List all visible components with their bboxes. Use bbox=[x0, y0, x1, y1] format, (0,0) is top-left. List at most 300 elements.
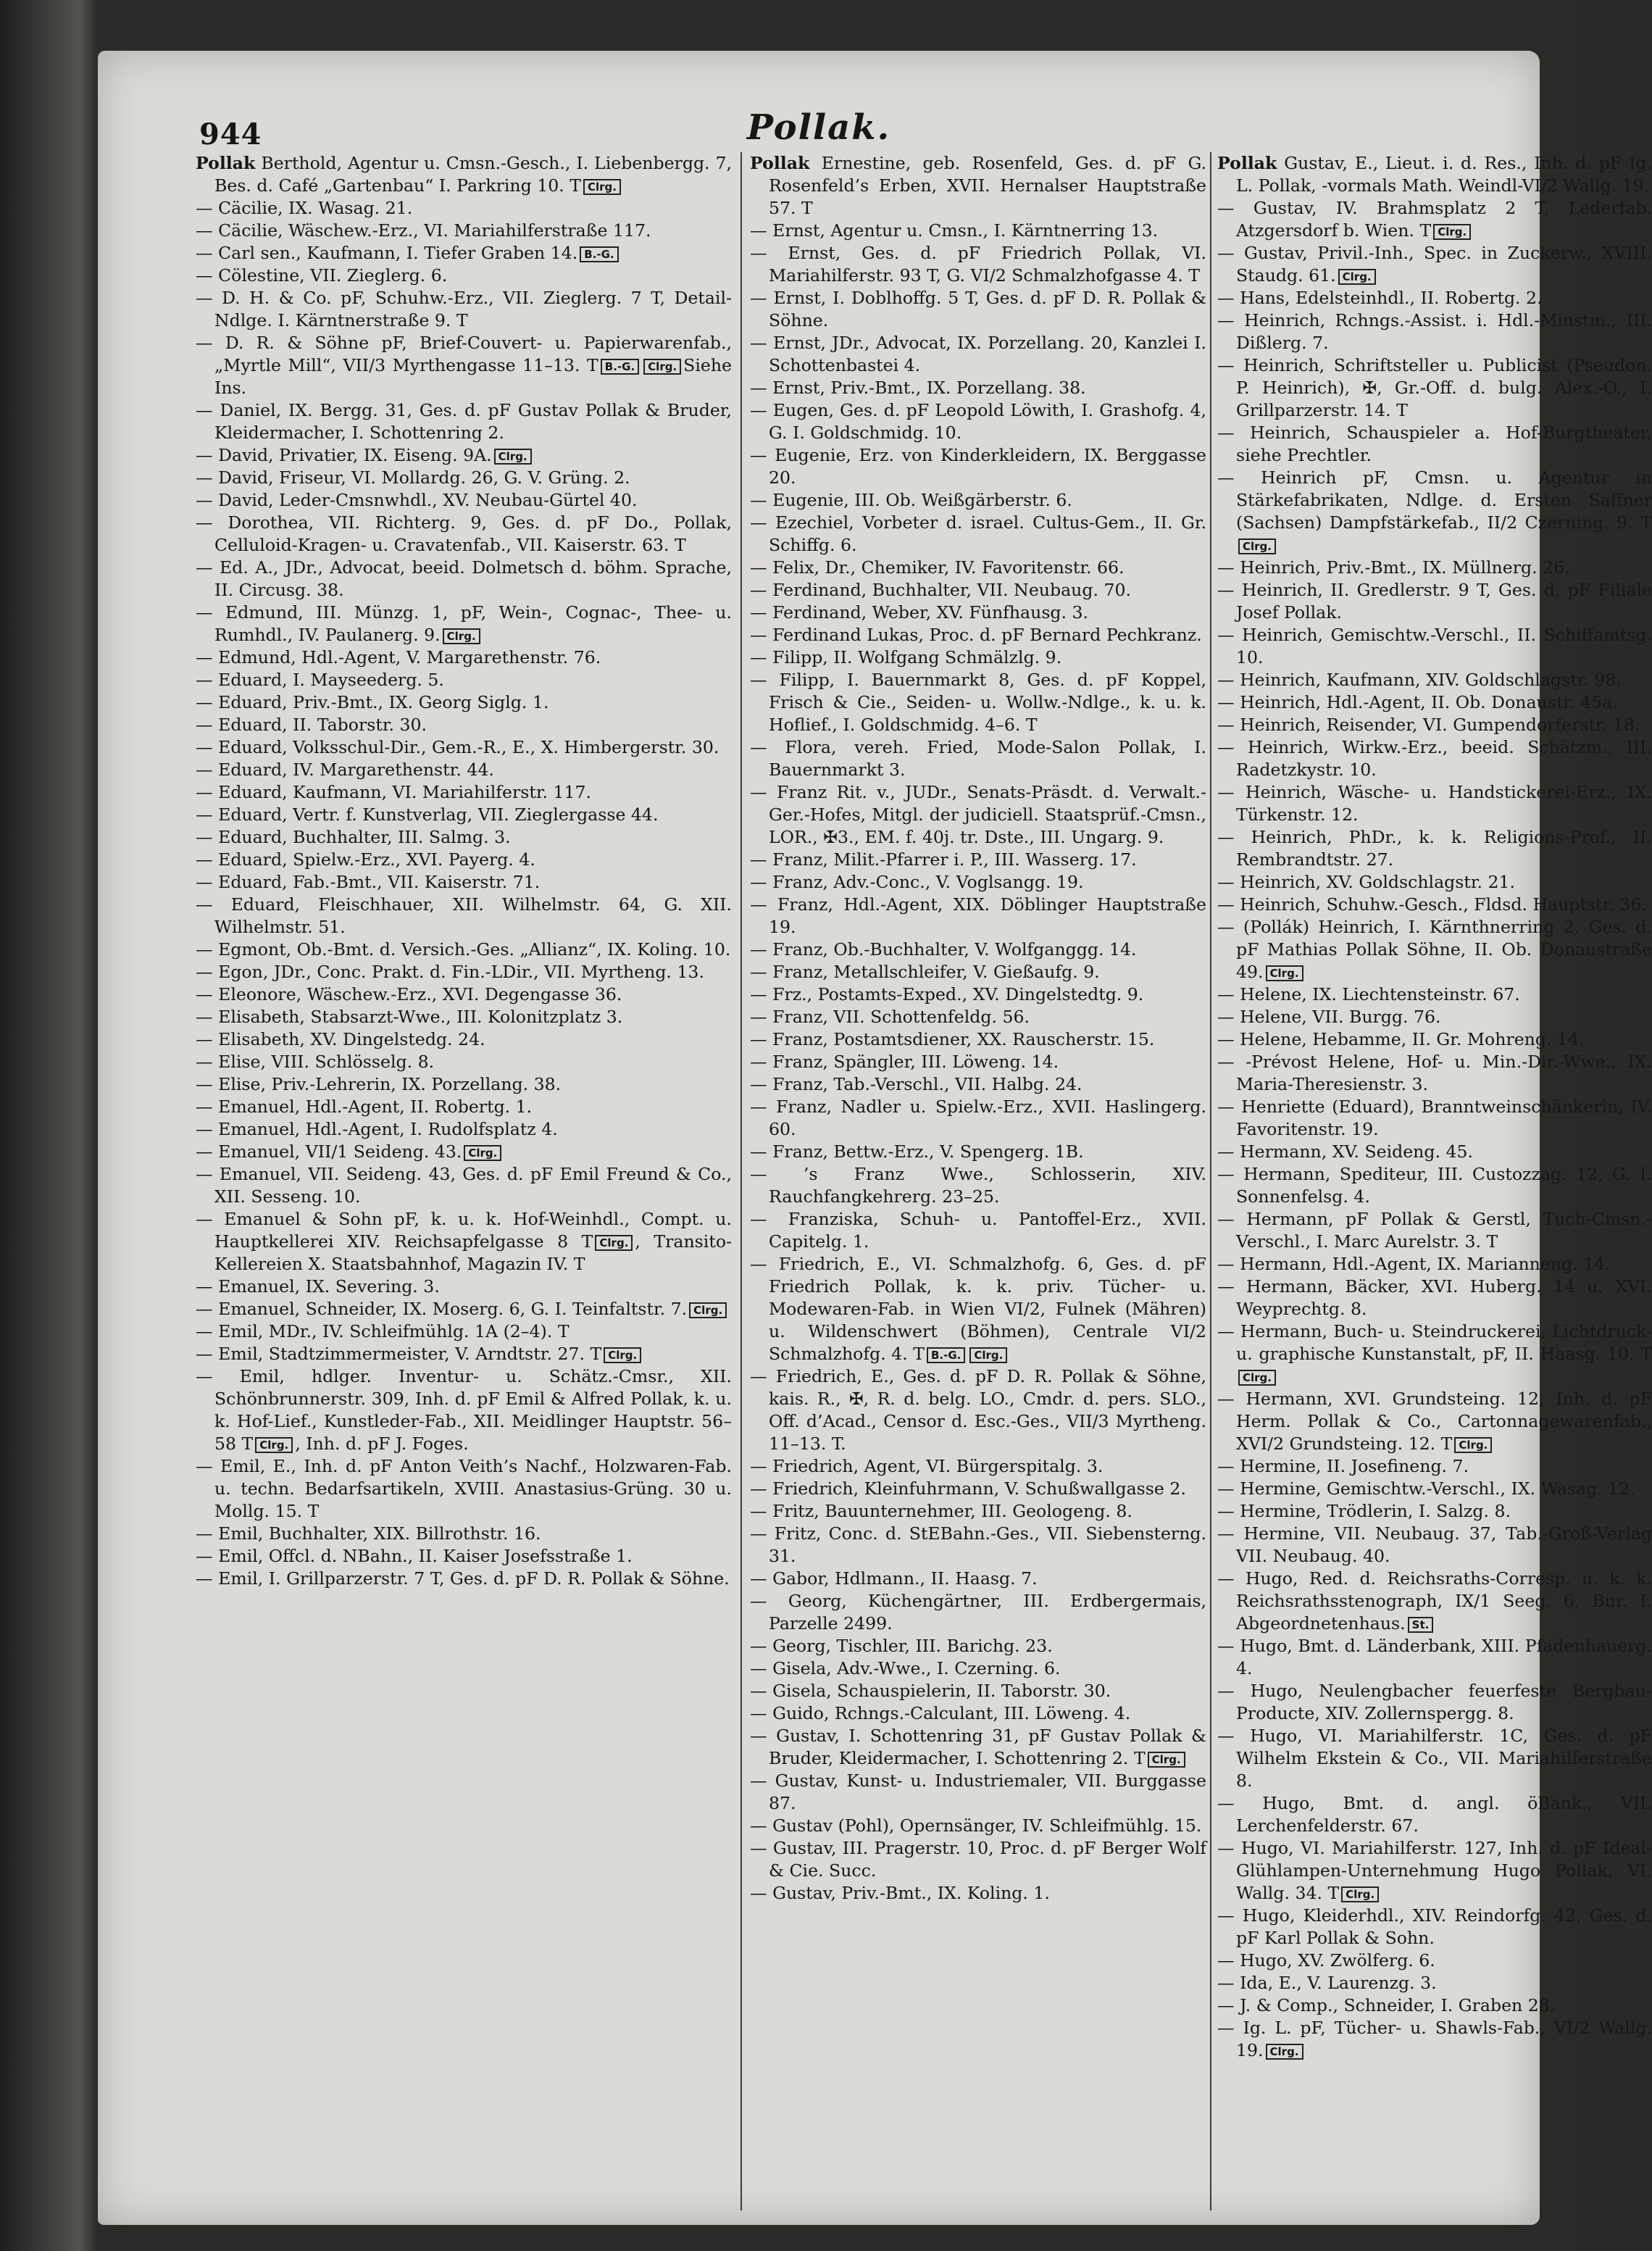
entry-text: — (Pollák) Heinrich, I. Kärnthnerring 2, Ges. d. pF Mathias Pollak Söhne, II. Ob. Donaustraße 49. bbox=[1217, 917, 1652, 982]
directory-entry bbox=[1217, 894, 1652, 916]
directory-entry bbox=[750, 579, 1206, 602]
directory-entry bbox=[196, 1118, 732, 1141]
listing-badge: Clrg. bbox=[1238, 1370, 1276, 1386]
entry-text: — Franz, Hdl.-Agent, XIX. Döblinger Hauptstraße 19. bbox=[750, 894, 1206, 937]
directory-entry bbox=[1217, 1006, 1652, 1028]
entry-text: — Helene, IX. Liechtensteinstr. 67. bbox=[1217, 984, 1520, 1004]
entry-text: — Friedrich, Agent, VI. Bürgerspitalg. 3. bbox=[750, 1456, 1104, 1476]
directory-entry bbox=[196, 871, 732, 894]
entry-text: — David, Friseur, VI. Mollardg. 26, G. V. Grüng. 2. bbox=[196, 467, 630, 488]
entry-text: — Gustav (Pohl), Opernsänger, IV. Schleifmühlg. 15. bbox=[750, 1815, 1202, 1836]
directory-entry bbox=[750, 220, 1206, 242]
entry-text: — Georg, Tischler, III. Barichg. 23. bbox=[750, 1636, 1053, 1656]
entry-text: — Dorothea, VII. Richterg. 9, Ges. d. pF Do., Pollak, Celluloid-Kragen- u. Cravatenfab., VII. Kaiserstr. 63. T bbox=[196, 512, 732, 555]
entry-text: — Egmont, Ob.-Bmt. d. Versich.-Ges. „Allianz“, IX. Koling. 10. bbox=[196, 939, 731, 960]
directory-entry bbox=[750, 1568, 1206, 1590]
entry-text: — Edmund, Hdl.-Agent, V. Margarethenstr. 76. bbox=[196, 647, 601, 667]
entry-text: — Gisela, Adv.-Wwe., I. Czerning. 6. bbox=[750, 1658, 1061, 1678]
directory-entry bbox=[1217, 1905, 1652, 1950]
entry-text: — Emil, hdlger. Inventur- u. Schätz.-Cmsr., XII. Schönbrunnerstr. 309, Inh. d. pF Emil & Alfred Pollak, k. u. k. Hof-Lief., Kunstleder-Fab., XII. Meidlinger Hauptstr. 56–58 T bbox=[196, 1366, 732, 1454]
directory-entry bbox=[750, 1590, 1206, 1635]
directory-entry bbox=[1217, 871, 1652, 894]
entry-text: — Eduard, I. Mayseederg. 5. bbox=[196, 670, 444, 690]
entry-text: — Eugenie, III. Ob. Weißgärberstr. 6. bbox=[750, 490, 1072, 510]
entry-text: — Heinrich, Schriftsteller u. Publicist (Pseudon. P. Heinrich), ✠, Gr.-Off. d. bulg. Alex.-O., I. Grillparzerstr. 14. T bbox=[1217, 355, 1652, 420]
directory-entry bbox=[750, 242, 1206, 287]
directory-entry bbox=[750, 557, 1206, 579]
directory-entry bbox=[196, 1320, 732, 1343]
entry-text: — Hermine, VII. Neubaug. 37, Tab.-Groß-Verlag VII. Neubaug. 40. bbox=[1217, 1523, 1652, 1566]
entry-text: — Heinrich, Priv.-Bmt., IX. Müllnerg. 26. bbox=[1217, 557, 1570, 578]
listing-badge: Clrg. bbox=[643, 359, 681, 375]
directory-entry bbox=[196, 736, 732, 759]
directory-entry bbox=[196, 669, 732, 691]
directory-entry bbox=[750, 1500, 1206, 1523]
entry-text: — Helene, Hebamme, II. Gr. Mohreng. 14. bbox=[1217, 1029, 1585, 1049]
directory-entry bbox=[750, 332, 1206, 377]
entry-text: — Hermann, Buch- u. Steindruckerei, Lichtdruck- u. graphische Kunstanstalt, pF, II. Haasg. 10. T bbox=[1217, 1321, 1652, 1364]
listing-badge: Clrg. bbox=[464, 1145, 501, 1161]
entry-text: — Friedrich, E., VI. Schmalzhofg. 6, Ges. d. pF Friedrich Pollak, k. k. priv. Tücher- u. Modewaren-Fab. in Wien VI/2, Fulnek (Mähren) u. Wildenschwert (Böhmen), Centrale VI/2 Schmalzhofg. 4. T bbox=[750, 1254, 1206, 1364]
entry-text: — Emil, I. Grillparzerstr. 7 T, Ges. d. pF D. R. Pollak & Söhne. bbox=[196, 1568, 730, 1589]
directory-entry bbox=[750, 1478, 1206, 1500]
listing-badge: St. bbox=[1408, 1617, 1434, 1633]
entry-text: — Gustav, Priv.-Bmt., IX. Koling. 1. bbox=[750, 1883, 1050, 1903]
entry-text: — Cölestine, VII. Zieglerg. 6. bbox=[196, 265, 448, 286]
directory-entry bbox=[750, 1163, 1206, 1208]
listing-badge: Clrg. bbox=[1433, 224, 1471, 240]
directory-entry bbox=[1217, 1253, 1652, 1276]
entry-text: — Heinrich, Schauspieler a. Hof-Burgtheater, siehe Prechtler. bbox=[1217, 423, 1652, 465]
entry-text: — Eduard, Priv.-Bmt., IX. Georg Siglg. 1. bbox=[196, 692, 549, 712]
directory-entry bbox=[1217, 1455, 1652, 1478]
directory-entry bbox=[196, 220, 732, 242]
page-number: 944 bbox=[199, 117, 262, 151]
entry-text: — Eugenie, Erz. von Kinderkleidern, IX. Berggasse 20. bbox=[750, 445, 1206, 488]
entry-text: — Ferdinand, Buchhalter, VII. Neubaug. 70. bbox=[750, 580, 1131, 600]
listing-badge: Clrg. bbox=[1238, 538, 1276, 554]
entry-text: — Heinrich, Kaufmann, XIV. Goldschlagstr. 98. bbox=[1217, 670, 1622, 690]
listing-badge: B.-G. bbox=[601, 359, 639, 375]
entry-text: — Cäcilie, IX. Wasag. 21. bbox=[196, 198, 413, 218]
directory-entry bbox=[196, 512, 732, 557]
directory-entry bbox=[196, 1051, 732, 1073]
directory-entry bbox=[750, 1770, 1206, 1815]
entry-text: — Emil, Offcl. d. NBahn., II. Kaiser Josefsstraße 1. bbox=[196, 1546, 633, 1566]
entry-text: — Hermann, Bäcker, XVI. Huberg. 14 u. XVI. Weyprechtg. 8. bbox=[1217, 1276, 1652, 1319]
directory-entry bbox=[196, 646, 732, 669]
directory-entry bbox=[1217, 1994, 1652, 2017]
directory-entry bbox=[196, 983, 732, 1006]
directory-entry bbox=[750, 669, 1206, 736]
directory-entry bbox=[750, 1523, 1206, 1568]
column-rule bbox=[1210, 152, 1211, 2210]
directory-entry bbox=[196, 1568, 732, 1590]
entry-text: — Emanuel, Schneider, IX. Moserg. 6, G. I. Teinfaltstr. 7. bbox=[196, 1299, 688, 1319]
directory-entry bbox=[1217, 916, 1652, 983]
directory-entry bbox=[1217, 669, 1652, 691]
entry-text: — Emanuel, VII/1 Seideng. 43. bbox=[196, 1141, 462, 1162]
entry-text: — Helene, VII. Burgg. 76. bbox=[1217, 1007, 1441, 1027]
entry-text: — Ernst, JDr., Advocat, IX. Porzellang. 20, Kanzlei I. Schottenbastei 4. bbox=[750, 333, 1206, 375]
entry-text: — Friedrich, E., Ges. d. pF D. R. Pollak & Söhne, kais. R., ✠, R. d. belg. LO., Cmdr. d. pers. SLO., Off. d’Acad., Censor d. Esc.-Ges., VII/3 Myrtheng. 11–13. T. bbox=[750, 1366, 1206, 1454]
directory-entry bbox=[750, 444, 1206, 489]
entry-text: — Hugo, VI. Mariahilferstr. 127, Inh. d. pF Ideal-Glühlampen-Unternehmung Hugo Pollak, VI. Wallg. 34. T bbox=[1217, 1838, 1652, 1903]
directory-entry bbox=[1217, 2017, 1652, 2062]
directory-entry bbox=[1217, 1635, 1652, 1680]
entry-text: — Hugo, Bmt. d. Länderbank, XIII. Pfadenhauerg. 4. bbox=[1217, 1636, 1652, 1678]
listing-badge: Clrg. bbox=[595, 1235, 633, 1251]
directory-entry bbox=[196, 894, 732, 939]
entry-text: — Carl sen., Kaufmann, I. Tiefer Graben 14. bbox=[196, 243, 578, 263]
entry-text: — Flora, vereh. Fried, Mode-Salon Pollak, I. Bauernmarkt 3. bbox=[750, 737, 1206, 780]
entry-text: — Friedrich, Kleinfuhrmann, V. Schußwallgasse 2. bbox=[750, 1478, 1186, 1499]
directory-entry bbox=[1217, 714, 1652, 736]
directory-entry bbox=[196, 557, 732, 602]
listing-badge: Clrg. bbox=[255, 1437, 293, 1453]
directory-entry bbox=[750, 1006, 1206, 1028]
entry-text: — Heinrich, Schuhw.-Gesch., Fldsd. Hauptstr. 36. bbox=[1217, 894, 1647, 915]
directory-entry bbox=[750, 781, 1206, 849]
directory-entry bbox=[750, 961, 1206, 983]
entry-text: — Heinrich, Rchngs.-Assist. i. Hdl.-Minstm., III. Dißlerg. 7. bbox=[1217, 310, 1652, 353]
entry-text: — Franz, Bettw.-Erz., V. Spengerg. 1B. bbox=[750, 1141, 1084, 1162]
listing-badge: Clrg. bbox=[1338, 269, 1376, 285]
directory-entry bbox=[196, 242, 732, 265]
directory-entry bbox=[750, 624, 1206, 646]
entry-text: — Hermann, Spediteur, III. Custozzag. 12, G. I. Sonnenfelsg. 4. bbox=[1217, 1164, 1652, 1207]
entry-text: — Franz, VII. Schottenfeldg. 56. bbox=[750, 1007, 1030, 1027]
directory-entry bbox=[196, 781, 732, 804]
entry-text: — Gabor, Hdlmann., II. Haasg. 7. bbox=[750, 1568, 1038, 1589]
running-head: Pollak. bbox=[746, 107, 891, 148]
directory-entry bbox=[750, 1253, 1206, 1365]
entry-text: — Heinrich, Wirkw.-Erz., beeid. Schätzm., III. Radetzkystr. 10. bbox=[1217, 737, 1652, 780]
directory-entry bbox=[750, 1635, 1206, 1657]
entry-text: — Emil, MDr., IV. Schleifmühlg. 1A (2–4). T bbox=[196, 1321, 570, 1341]
entry-text: — Emanuel, VII. Seideng. 43, Ges. d. pF Emil Freund & Co., XII. Sesseng. 10. bbox=[196, 1164, 732, 1207]
entry-text: — D. H. & Co. pF, Schuhw.-Erz., VII. Zieglerg. 7 T, Detail-Ndlge. I. Kärntnerstraße 9. T bbox=[196, 288, 732, 330]
directory-entry bbox=[1217, 1141, 1652, 1163]
entry-text: — Heinrich, XV. Goldschlagstr. 21. bbox=[1217, 872, 1516, 892]
directory-entry bbox=[196, 1028, 732, 1051]
directory-entry bbox=[1217, 1478, 1652, 1500]
directory-entry bbox=[750, 983, 1206, 1006]
entry-text: — Frz., Postamts-Exped., XV. Dingelstedtg. 9. bbox=[750, 984, 1144, 1004]
entry-text: — Fritz, Conc. d. StEBahn.-Ges., VII. Siebensterng. 31. bbox=[750, 1523, 1206, 1566]
entry-text: — Ferdinand Lukas, Proc. d. pF Bernard Pechkranz. bbox=[750, 625, 1202, 645]
entry-text: — Heinrich, PhDr., k. k. Religions-Prof., II. Rembrandtstr. 27. bbox=[1217, 827, 1652, 870]
entry-text: — Emanuel, IX. Severing. 3. bbox=[196, 1276, 440, 1297]
entry-text: — David, Privatier, IX. Eiseng. 9A. bbox=[196, 445, 492, 465]
directory-entry bbox=[196, 939, 732, 961]
directory-entry bbox=[1217, 354, 1652, 422]
directory-entry bbox=[1217, 1500, 1652, 1523]
directory-entry bbox=[750, 1141, 1206, 1163]
directory-entry bbox=[196, 444, 732, 467]
entry-text: — Gustav, Kunst- u. Industriemaler, VII. Burggasse 87. bbox=[750, 1771, 1206, 1813]
entry-text: — Heinrich pF, Cmsn. u. Agentur in Stärkefabrikaten, Ndlge. d. Ersten Saffner (Sachsen) Dampfstärkefab., II/2 Czerning. 9. T bbox=[1217, 467, 1652, 533]
entry-text: — Emanuel, Hdl.-Agent, I. Rudolfsplatz 4. bbox=[196, 1119, 558, 1139]
listing-badge: Clrg. bbox=[1266, 965, 1303, 981]
entry-text: — Felix, Dr., Chemiker, IV. Favoritenstr. 66. bbox=[750, 557, 1125, 578]
entry-text: — Franz, Tab.-Verschl., VII. Halbg. 24. bbox=[750, 1074, 1082, 1094]
entry-text: — ’s Franz Wwe., Schlosserin, XIV. Rauchfangkehrerg. 23–25. bbox=[750, 1164, 1206, 1207]
entry-text: — Franz, Milit.-Pfarrer i. P., III. Wasserg. 17. bbox=[750, 849, 1137, 870]
directory-entry bbox=[750, 1725, 1206, 1770]
listing-badge: Clrg. bbox=[1148, 1752, 1185, 1768]
directory-page bbox=[98, 51, 1652, 2225]
directory-entry bbox=[1217, 557, 1652, 579]
directory-entry bbox=[750, 871, 1206, 894]
directory-entry bbox=[1217, 624, 1652, 669]
listing-badge: B.-G. bbox=[927, 1347, 965, 1363]
directory-entry bbox=[196, 1073, 732, 1096]
directory-entry bbox=[196, 1365, 732, 1455]
directory-entry bbox=[1217, 309, 1652, 354]
directory-entry bbox=[1217, 1950, 1652, 1972]
directory-column-1 bbox=[196, 152, 732, 2210]
entry-text: — Fritz, Bauunternehmer, III. Geologeng. 8. bbox=[750, 1501, 1132, 1521]
directory-entry bbox=[196, 1276, 732, 1298]
entry-surname: Pollak bbox=[196, 153, 256, 173]
directory-entry bbox=[750, 489, 1206, 512]
entry-text: — Elisabeth, Stabsarzt-Wwe., III. Kolonitzplatz 3. bbox=[196, 1007, 623, 1027]
directory-entry bbox=[1217, 579, 1652, 624]
entry-text: — Elise, VIII. Schlösselg. 8. bbox=[196, 1052, 435, 1072]
directory-entry bbox=[196, 265, 732, 287]
listing-badge: B.-G. bbox=[580, 246, 618, 262]
directory-entry bbox=[1217, 422, 1652, 467]
directory-entry bbox=[1217, 1051, 1652, 1096]
directory-entry bbox=[750, 1208, 1206, 1253]
entry-text: — Eduard, Volksschul-Dir., Gem.-R., E., X. Himbergerstr. 30. bbox=[196, 737, 719, 757]
entry-text: — Eduard, II. Taborstr. 30. bbox=[196, 715, 427, 735]
directory-entry bbox=[1217, 1028, 1652, 1051]
directory-entry bbox=[196, 849, 732, 871]
entry-text: — Eduard, Vertr. f. Kunstverlag, VII. Zieglergasse 44. bbox=[196, 804, 659, 825]
directory-entry bbox=[196, 332, 732, 399]
directory-entry bbox=[1217, 1388, 1652, 1455]
directory-entry bbox=[1217, 1276, 1652, 1320]
entry-text: — Heinrich, II. Gredlerstr. 9 T, Ges. d. pF Filiale Josef Pollak. bbox=[1217, 580, 1652, 623]
entry-text: — Cäcilie, Wäschew.-Erz., VI. Mariahilferstraße 117. bbox=[196, 220, 651, 241]
entry-text: — Hugo, VI. Mariahilferstr. 1C, Ges. d. pF Wilhelm Ekstein & Co., VII. Mariahilferstraße 8. bbox=[1217, 1726, 1652, 1791]
entry-text: — J. & Comp., Schneider, I. Graben 28. bbox=[1217, 1995, 1556, 2015]
entry-text: — Gustav, I. Schottenring 31, pF Gustav Pollak & Bruder, Kleidermacher, I. Schottenring 2. T bbox=[750, 1726, 1206, 1768]
listing-badge: Clrg. bbox=[689, 1302, 727, 1318]
entry-text: — Emanuel & Sohn pF, k. u. k. Hof-Weinhdl., Compt. u. Hauptkellerei XIV. Reichsapfelgasse 8 T bbox=[196, 1209, 732, 1252]
entry-text: — Franz, Adv.-Conc., V. Voglsangg. 19. bbox=[750, 872, 1084, 892]
entry-text: — Hugo, XV. Zwölferg. 6. bbox=[1217, 1950, 1435, 1971]
entry-text: — Gisela, Schauspielerin, II. Taborstr. 30. bbox=[750, 1681, 1111, 1701]
entry-text: — Ernst, Ges. d. pF Friedrich Pollak, VI. Mariahilferstr. 93 T, G. VI/2 Schmalzhofgasse 4. T bbox=[750, 243, 1206, 286]
entry-text: — Franz, Nadler u. Spielw.-Erz., XVII. Haslingerg. 60. bbox=[750, 1097, 1206, 1139]
entry-text: — Guido, Rchngs.-Calculant, III. Löweng. 4. bbox=[750, 1703, 1131, 1723]
entry-text: — Hermine, Gemischtw.-Verschl., IX. Wasag. 12. bbox=[1217, 1478, 1635, 1499]
entry-text: — Filipp, I. Bauernmarkt 8, Ges. d. pF Koppel, Frisch & Cie., Seiden- u. Wollw.-Ndlge., k. u. k. Hoflief., I. Goldschmidg. 4–6. T bbox=[750, 670, 1206, 735]
directory-entry bbox=[196, 1455, 732, 1523]
directory-entry bbox=[196, 467, 732, 489]
entry-text: — Hermann, XV. Seideng. 45. bbox=[1217, 1141, 1474, 1162]
entry-text: — Eleonore, Wäschew.-Erz., XVI. Degengasse 36. bbox=[196, 984, 622, 1004]
directory-entry bbox=[196, 1523, 732, 1545]
directory-entry bbox=[196, 287, 732, 332]
entry-text: — Filipp, II. Wolfgang Schmälzlg. 9. bbox=[750, 647, 1062, 667]
entry-text: — Hermann, XVI. Grundsteing. 12, Inh. d. pF Herm. Pollak & Co., Cartonnagewarenfab., XVI/2 Grundsteing. 12. T bbox=[1217, 1389, 1652, 1454]
directory-entry bbox=[196, 714, 732, 736]
entry-text: — Heinrich, Reisender, VI. Gumpendorferstr. 18. bbox=[1217, 715, 1640, 735]
directory-entry bbox=[750, 377, 1206, 399]
directory-entry bbox=[750, 152, 1206, 220]
directory-entry bbox=[750, 1051, 1206, 1073]
entry-text-continued: , Inh. d. pF J. Foges. bbox=[295, 1434, 469, 1454]
listing-badge: Clrg. bbox=[494, 449, 532, 465]
entry-text: — Gustav, III. Pragerstr. 10, Proc. d. pF Berger Wolf & Cie. Succ. bbox=[750, 1838, 1206, 1881]
directory-entry bbox=[196, 759, 732, 781]
entry-text: — Heinrich, Wäsche- u. Handstickerei-Erz., IX. Türkenstr. 12. bbox=[1217, 782, 1652, 825]
directory-entry bbox=[750, 602, 1206, 624]
entry-text: — Ed. A., JDr., Advocat, beeid. Dolmetsch d. böhm. Sprache, II. Circusg. 38. bbox=[196, 557, 732, 600]
entry-text: — Eduard, Fab.-Bmt., VII. Kaiserstr. 71. bbox=[196, 872, 541, 892]
entry-text: — Hans, Edelsteinhdl., II. Robertg. 2. bbox=[1217, 288, 1543, 308]
directory-entry bbox=[750, 1455, 1206, 1478]
directory-entry bbox=[196, 489, 732, 512]
entry-text: — Hermann, Hdl.-Agent, IX. Marianneng. 14. bbox=[1217, 1254, 1611, 1274]
directory-entry bbox=[196, 1141, 732, 1163]
entry-text: — Hugo, Bmt. d. angl. öBank., VII. Lerchenfelderstr. 67. bbox=[1217, 1793, 1652, 1836]
directory-entry bbox=[1217, 1568, 1652, 1635]
directory-entry bbox=[750, 399, 1206, 444]
entry-text-continued: , Transito-Kellereien X. Staatsbahnhof, Magazin IV. T bbox=[214, 1231, 732, 1274]
entry-text: — Gustav, Privil.-Inh., Spec. in Zuckerw., XVIII. Staudg. 61. bbox=[1217, 243, 1652, 286]
directory-entry bbox=[1217, 1680, 1652, 1725]
entry-text: — Edmund, III. Münzg. 1, pF, Wein-, Cognac-, Thee- u. Rumhdl., IV. Paulanerg. 9. bbox=[196, 602, 732, 645]
entry-text: — Heinrich, Gemischtw.-Verschl., II. Schiffamtsg. 10. bbox=[1217, 625, 1652, 667]
directory-entry bbox=[750, 1702, 1206, 1725]
entry-text: — Franz, Spängler, III. Löweng. 14. bbox=[750, 1052, 1059, 1072]
entry-text: — Elise, Priv.-Lehrerin, IX. Porzellang. 38. bbox=[196, 1074, 562, 1094]
directory-entry bbox=[1217, 781, 1652, 826]
entry-text: — Hermine, Trödlerin, I. Salzg. 8. bbox=[1217, 1501, 1511, 1521]
directory-entry bbox=[1217, 197, 1652, 242]
entry-text: — Heinrich, Hdl.-Agent, II. Ob. Donaustr. 45a. bbox=[1217, 692, 1618, 712]
directory-entry bbox=[196, 602, 732, 646]
entry-text: — Emil, E., Inh. d. pF Anton Veith’s Nachf., Holzwaren-Fab. u. techn. Bedarfsartikeln, XVIII. Anastasius-Grüng. 30 u. Mollg. 15. T bbox=[196, 1456, 732, 1521]
entry-text: — Ig. L. pF, Tücher- u. Shawls-Fab., VI/2 Wallg. 19. bbox=[1217, 2018, 1652, 2060]
entry-text: — Emil, Stadtzimmermeister, V. Arndtstr. 27. T bbox=[196, 1344, 602, 1364]
directory-entry bbox=[750, 1096, 1206, 1141]
entry-text: — Eduard, Fleischhauer, XII. Wilhelmstr. 64, G. XII. Wilhelmstr. 51. bbox=[196, 894, 732, 937]
directory-entry bbox=[196, 1298, 732, 1320]
entry-surname: Pollak bbox=[750, 153, 810, 173]
entry-text: — Egon, JDr., Conc. Prakt. d. Fin.-LDir., VII. Myrtheng. 13. bbox=[196, 962, 704, 982]
entry-text: — Eduard, Spielw.-Erz., XVI. Payerg. 4. bbox=[196, 849, 535, 870]
entry-text: Gustav, E., Lieut. i. d. Res., Inh. d. pF Ig. L. Pollak, -vormals Math. Weindl-VI/2 Wallg. 19. bbox=[1236, 153, 1652, 196]
entry-text: — Franz, Metallschleifer, V. Gießaufg. 9. bbox=[750, 962, 1100, 982]
directory-entry bbox=[750, 1365, 1206, 1455]
entry-text: — Hermann, pF Pollak & Gerstl, Tuch-Cmsn.-Verschl., I. Marc Aurelstr. 3. T bbox=[1217, 1209, 1652, 1252]
directory-entry bbox=[196, 826, 732, 849]
directory-entry bbox=[196, 197, 732, 220]
directory-entry bbox=[196, 691, 732, 714]
directory-entry bbox=[750, 646, 1206, 669]
directory-entry bbox=[750, 1882, 1206, 1905]
directory-entry bbox=[750, 287, 1206, 332]
directory-entry bbox=[750, 1028, 1206, 1051]
directory-entry bbox=[1217, 1163, 1652, 1208]
entry-text: — Elisabeth, XV. Dingelstedg. 24. bbox=[196, 1029, 485, 1049]
entry-text: — Georg, Küchengärtner, III. Erdbergermais, Parzelle 2499. bbox=[750, 1591, 1206, 1634]
listing-badge: Clrg. bbox=[443, 628, 480, 644]
entry-text: — Ferdinand, Weber, XV. Fünfhausg. 3. bbox=[750, 602, 1089, 623]
directory-entry bbox=[196, 1163, 732, 1208]
entry-text: — Henriette (Eduard), Branntweinschänkerin, IV. Favoritenstr. 19. bbox=[1217, 1097, 1652, 1139]
directory-entry bbox=[1217, 691, 1652, 714]
directory-entry bbox=[1217, 1096, 1652, 1141]
listing-badge: Clrg. bbox=[969, 1347, 1007, 1363]
entry-text: — Ezechiel, Vorbeter d. israel. Cultus-Gem., II. Gr. Schiffg. 6. bbox=[750, 512, 1206, 555]
entry-text: — Gustav, IV. Brahmsplatz 2 T, Lederfab. Atzgersdorf b. Wien. T bbox=[1217, 198, 1652, 241]
directory-entry bbox=[1217, 1972, 1652, 1994]
entry-text: — Ernst, Priv.-Bmt., IX. Porzellang. 38. bbox=[750, 378, 1086, 398]
entry-text: — Daniel, IX. Bergg. 31, Ges. d. pF Gustav Pollak & Bruder, Kleidermacher, I. Schottenring 2. bbox=[196, 400, 732, 443]
listing-badge: Clrg. bbox=[604, 1347, 641, 1363]
directory-entry bbox=[750, 1837, 1206, 1882]
directory-entry bbox=[196, 1545, 732, 1568]
directory-entry bbox=[1217, 1725, 1652, 1792]
directory-entry bbox=[1217, 1208, 1652, 1253]
directory-entry bbox=[1217, 1837, 1652, 1905]
directory-entry bbox=[196, 152, 732, 197]
entry-text: — Hugo, Red. d. Reichsraths-Corresp. u. k. k. Reichsrathsstenograph, IX/1 Seeg. 6, Bur. I. Abgeordnetenhaus. bbox=[1217, 1568, 1652, 1634]
entry-text: — Hugo, Kleiderhdl., XIV. Reindorfg. 42, Ges. d. pF Karl Pollak & Sohn. bbox=[1217, 1905, 1652, 1948]
entry-text: — Ida, E., V. Laurenzg. 3. bbox=[1217, 1973, 1437, 1993]
directory-entry bbox=[750, 939, 1206, 961]
column-rule bbox=[741, 152, 742, 2210]
entry-surname: Pollak bbox=[1217, 153, 1277, 173]
entry-text: — Franz, Ob.-Buchhalter, V. Wolfganggg. 14. bbox=[750, 939, 1137, 960]
entry-text: — Franz Rit. v., JUDr., Senats-Präsdt. d. Verwalt.-Ger.-Hofes, Mitgl. der judiciell. Staatsprüf.-Cmsn., LOR., ✠3., EM. f. 40j. tr. Dste., III. Ungarg. 9. bbox=[750, 782, 1206, 847]
directory-entry bbox=[750, 1680, 1206, 1702]
listing-badge: Clrg. bbox=[1454, 1437, 1492, 1453]
entry-text: — Franziska, Schuh- u. Pantoffel-Erz., XVII. Capitelg. 1. bbox=[750, 1209, 1206, 1252]
directory-entry bbox=[1217, 826, 1652, 871]
directory-entry bbox=[196, 804, 732, 826]
entry-text: — Eugen, Ges. d. pF Leopold Löwith, I. Grashofg. 4, G. I. Goldschmidg. 10. bbox=[750, 400, 1206, 443]
entry-text: — Emil, Buchhalter, XIX. Billrothstr. 16. bbox=[196, 1523, 541, 1544]
directory-column-3 bbox=[1217, 152, 1652, 2210]
directory-entry bbox=[1217, 736, 1652, 781]
entry-text: Berthold, Agentur u. Cmsn.-Gesch., I. Liebenbergg. 7, Bes. d. Café „Gartenbau“ I. Parkring 10. T bbox=[214, 153, 733, 196]
directory-entry bbox=[750, 849, 1206, 871]
entry-text: Ernestine, geb. Rosenfeld, Ges. d. pF G. Rosenfeld’s Erben, XVII. Hernalser Hauptstraße 57. T bbox=[769, 153, 1206, 218]
directory-entry bbox=[1217, 242, 1652, 287]
directory-entry bbox=[196, 399, 732, 444]
entry-text: — Ernst, I. Doblhoffg. 5 T, Ges. d. pF D. R. Pollak & Söhne. bbox=[750, 288, 1206, 330]
directory-entry bbox=[196, 1208, 732, 1276]
directory-entry bbox=[1217, 1523, 1652, 1568]
directory-entry bbox=[1217, 983, 1652, 1006]
entry-text: — -Prévost Helene, Hof- u. Min.-Dir.-Wwe., IX. Maria-Theresienstr. 3. bbox=[1217, 1052, 1652, 1094]
entry-text: — Eduard, Kaufmann, VI. Mariahilferstr. 117. bbox=[196, 782, 592, 802]
entry-text: — Eduard, IV. Margarethenstr. 44. bbox=[196, 760, 494, 780]
directory-entry bbox=[750, 1815, 1206, 1837]
listing-badge: Clrg. bbox=[1341, 1886, 1379, 1902]
entry-text: — Hugo, Neulengbacher feuerfeste Bergbau-Producte, XIV. Zollernspergg. 8. bbox=[1217, 1681, 1652, 1723]
listing-badge: Clrg. bbox=[1266, 2044, 1303, 2060]
entry-text: — Eduard, Buchhalter, III. Salmg. 3. bbox=[196, 827, 511, 847]
